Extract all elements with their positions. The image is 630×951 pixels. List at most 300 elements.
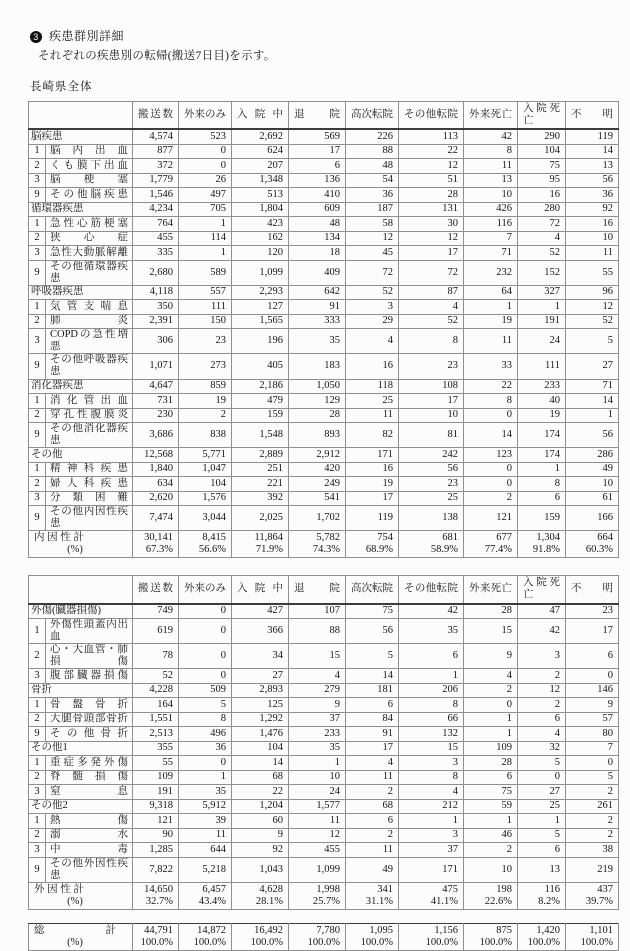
data-cell: 32 [518,741,566,756]
column-header: 高次転院 [346,102,399,130]
data-cell: 624 [232,144,289,159]
data-cell: 18 [289,246,346,261]
row-label-cell: 重症多発外傷 [46,756,133,771]
data-cell: 17 [289,144,346,159]
column-header: 入院中 [232,102,289,130]
data-cell: 146 [566,683,619,698]
data-cell: 114 [179,231,232,246]
total-data-cell [179,924,232,951]
data-cell: 58 [346,217,399,232]
data-cell: 749 [133,604,179,619]
data-cell: 47 [518,604,566,619]
data-cell: 619 [133,619,179,644]
total-data-cell [232,882,289,909]
data-cell: 13 [464,173,518,188]
row-number-cell: 9 [29,188,46,203]
data-cell: 25 [346,394,399,409]
total-value: 198 [496,883,512,895]
data-cell: 78 [133,644,179,669]
data-cell: 37 [289,712,346,727]
row-label-cell: 大腿骨頭部骨折 [46,712,133,727]
row-number-cell: 2 [29,159,46,174]
data-cell: 2 [464,843,518,858]
row-label-cell: その他循環器疾患 [46,260,133,285]
data-cell: 3,686 [133,423,179,448]
data-cell: 0 [464,408,518,423]
data-cell: 2,680 [133,260,179,285]
data-cell: 45 [346,246,399,261]
data-cell: 28 [289,408,346,423]
total-percent-label: (%) [67,895,83,907]
data-cell: 14 [464,423,518,448]
header-row [29,576,619,604]
data-cell: 12 [346,231,399,246]
data-cell: 60 [232,814,289,829]
data-cell: 28 [399,188,464,203]
data-cell: 0 [179,604,232,619]
data-cell: 116 [464,217,518,232]
row-label-cell: 肺炎 [46,314,133,329]
total-percent-value: 100.0% [580,937,613,949]
total-value: 6,457 [202,883,226,895]
data-cell: 0 [464,477,518,492]
data-cell: 2 [566,828,619,843]
data-cell: 123 [464,448,518,463]
data-cell: 5,912 [179,799,232,814]
row-label-cell: その他外因性疾患 [46,857,133,882]
row-number-cell: 9 [29,354,46,379]
data-cell: 56 [346,619,399,644]
data-cell: 121 [464,506,518,531]
data-cell: 280 [518,202,566,217]
data-cell: 14 [566,394,619,409]
total-percent-value: 71.9% [255,544,283,556]
data-cell: 81 [399,423,464,448]
group-label-cell: その他1 [29,741,133,756]
row-label-cell: 中毒 [46,843,133,858]
row-number-cell: 2 [29,770,46,785]
sub-row [29,329,619,354]
data-cell: 24 [289,785,346,800]
data-cell: 9 [464,644,518,669]
data-cell: 1,050 [289,379,346,394]
data-cell: 159 [518,506,566,531]
data-cell: 52 [399,314,464,329]
data-cell: 42 [464,129,518,144]
total-percent-value: 100.0% [250,937,283,949]
row-label-cell: 窒息 [46,785,133,800]
data-cell: 1,043 [232,857,289,882]
data-cell: 9,318 [133,799,179,814]
sub-row [29,712,619,727]
data-cell: 75 [464,785,518,800]
data-cell: 0 [179,619,232,644]
data-cell: 23 [179,329,232,354]
data-cell: 1,099 [232,260,289,285]
row-number-cell: 1 [29,394,46,409]
column-header: 退院 [289,576,346,604]
data-cell: 8 [464,394,518,409]
row-number-cell: 9 [29,260,46,285]
data-cell: 219 [566,857,619,882]
column-header: 入院死亡 [518,102,566,130]
row-number-cell: 2 [29,712,46,727]
row-number-cell: 2 [29,644,46,669]
data-cell: 1,804 [232,202,289,217]
sub-row [29,669,619,684]
data-cell: 84 [346,712,399,727]
data-cell: 609 [289,202,346,217]
data-cell: 1 [399,669,464,684]
data-cell: 2,186 [232,379,289,394]
data-cell: 72 [518,217,566,232]
data-cell: 120 [232,246,289,261]
data-cell: 426 [464,202,518,217]
data-cell: 23 [566,604,619,619]
sub-row [29,814,619,829]
data-cell: 174 [518,423,566,448]
sub-row [29,188,619,203]
total-percent-value: 58.9% [430,544,458,556]
data-cell: 1 [179,246,232,261]
row-number-cell: 1 [29,814,46,829]
data-cell: 226 [346,129,399,144]
total-percent-value: 100.0% [193,937,226,949]
data-cell: 644 [179,843,232,858]
data-cell: 1,840 [133,462,179,477]
data-cell: 8 [464,144,518,159]
data-cell: 61 [566,491,619,506]
total-percent-value: 32.7% [145,895,173,907]
total-percent-value: 74.3% [312,544,340,556]
data-cell: 1,577 [289,799,346,814]
group-row [29,379,619,394]
data-cell: 4 [346,329,399,354]
data-cell: 7,474 [133,506,179,531]
data-cell: 1,285 [133,843,179,858]
sub-row [29,300,619,315]
data-cell: 191 [518,314,566,329]
data-cell: 37 [399,843,464,858]
data-cell: 0 [518,770,566,785]
data-cell: 11 [566,246,619,261]
data-cell: 0 [179,144,232,159]
total-value: 1,095 [369,925,393,936]
sub-row [29,144,619,159]
data-cell: 6 [464,770,518,785]
total-percent-value: 60.3% [585,544,613,556]
data-cell: 6 [518,843,566,858]
data-cell: 13 [566,159,619,174]
data-cell: 9 [289,698,346,713]
data-cell: 17 [566,619,619,644]
total-percent-value: 67.3% [145,544,173,556]
total-data-cell [518,924,566,951]
data-cell: 87 [399,285,464,300]
data-cell: 1 [518,462,566,477]
total-data-cell [464,531,518,558]
data-cell: 2,293 [232,285,289,300]
data-cell: 306 [133,329,179,354]
data-cell: 90 [133,828,179,843]
data-cell: 72 [346,260,399,285]
data-cell: 7 [464,231,518,246]
data-cell: 10 [566,231,619,246]
data-cell: 1 [518,300,566,315]
data-cell: 191 [133,785,179,800]
data-cell: 11 [346,408,399,423]
section-number-badge: 3 [30,31,42,43]
data-cell: 82 [346,423,399,448]
row-label-cell: 婦人科疾患 [46,477,133,492]
data-cell: 207 [232,159,289,174]
data-cell: 4,228 [133,683,179,698]
data-cell: 2 [566,814,619,829]
data-cell: 1,565 [232,314,289,329]
data-cell: 513 [232,188,289,203]
sub-row [29,619,619,644]
data-cell: 107 [289,604,346,619]
data-cell: 6 [399,644,464,669]
total-data-cell [399,531,464,558]
total-value: 754 [377,532,393,544]
data-cell: 171 [346,448,399,463]
data-cell: 26 [179,173,232,188]
sub-row [29,698,619,713]
total-percent-value: 100.0% [360,937,393,949]
data-cell: 24 [518,329,566,354]
total-value: 677 [496,532,512,544]
group-row [29,202,619,217]
table-gap [0,558,630,575]
data-cell: 273 [179,354,232,379]
total-data-cell [133,882,179,909]
total-value: 116 [544,883,560,895]
sub-row [29,354,619,379]
data-cell: 1 [566,408,619,423]
data-cell: 3 [346,300,399,315]
data-cell: 251 [232,462,289,477]
row-label-cell: 外傷性頭蓋内出血 [46,619,133,644]
total-value: 475 [442,883,458,895]
data-cell: 181 [346,683,399,698]
row-label-cell: 脳梗塞 [46,173,133,188]
total-data-cell [464,882,518,909]
data-cell: 40 [518,394,566,409]
row-label-cell: 腹部臓器損傷 [46,669,133,684]
data-cell: 479 [232,394,289,409]
column-header: 外来死亡 [464,576,518,604]
group-row [29,799,619,814]
column-header: その他転院 [399,102,464,130]
data-cell: 2,912 [289,448,346,463]
data-cell: 2 [464,683,518,698]
total-percent-value: 41.1% [430,895,458,907]
data-cell: 1,546 [133,188,179,203]
data-cell: 25 [518,799,566,814]
total-label-cell [29,924,133,951]
data-cell: 27 [232,669,289,684]
row-label-cell: 心・大血管・肺損傷 [46,644,133,669]
total-data-cell [346,531,399,558]
data-cell: 242 [399,448,464,463]
sub-row [29,770,619,785]
total-data-cell [133,924,179,951]
data-cell: 6 [518,491,566,506]
total-data-cell [346,924,399,951]
row-label-cell: 骨盤骨折 [46,698,133,713]
row-label-cell: その他消化器疾患 [46,423,133,448]
total-value: 11,864 [254,532,283,544]
data-cell: 1 [464,727,518,742]
data-cell: 2 [346,828,399,843]
data-cell: 2,513 [133,727,179,742]
row-label-cell: その他骨折 [46,727,133,742]
total-data-cell [232,531,289,558]
total-percent-value: 56.6% [198,544,226,556]
total-percent-value: 68.9% [365,544,393,556]
data-cell: 0 [179,756,232,771]
data-cell: 1,099 [289,857,346,882]
sub-row [29,462,619,477]
data-cell: 877 [133,144,179,159]
sub-row [29,260,619,285]
data-cell: 410 [289,188,346,203]
data-cell: 8 [518,477,566,492]
data-cell: 206 [399,683,464,698]
data-cell: 3 [399,828,464,843]
group-label-cell: 呼吸器疾患 [29,285,133,300]
data-cell: 80 [566,727,619,742]
data-cell: 4 [518,727,566,742]
data-cell: 1,576 [179,491,232,506]
data-cell: 1 [464,814,518,829]
data-cell: 95 [518,173,566,188]
data-cell: 2 [518,669,566,684]
data-cell: 1 [179,770,232,785]
group-label-cell: 骨折 [29,683,133,698]
total-data-cell [518,882,566,909]
group-row [29,129,619,144]
total-percent-label: (%) [67,937,83,949]
data-cell: 233 [289,727,346,742]
data-cell: 10 [464,188,518,203]
total-value: 14,650 [144,883,173,895]
data-cell: 221 [232,477,289,492]
group-row [29,285,619,300]
data-cell: 496 [179,727,232,742]
sub-row [29,785,619,800]
data-cell: 11 [346,770,399,785]
data-cell: 2 [518,698,566,713]
data-cell: 455 [133,231,179,246]
data-cell: 33 [464,354,518,379]
data-cell: 8 [399,698,464,713]
column-header: 入院中 [232,576,289,604]
total-percent-value: 39.7% [585,895,613,907]
data-cell: 14 [566,144,619,159]
row-number-cell: 2 [29,408,46,423]
total-value: 437 [597,883,613,895]
data-cell: 7,822 [133,857,179,882]
row-number-cell: 2 [29,314,46,329]
data-cell: 35 [399,619,464,644]
data-cell: 109 [464,741,518,756]
data-cell: 152 [518,260,566,285]
data-cell: 22 [464,379,518,394]
data-cell: 38 [566,843,619,858]
data-cell: 12 [566,300,619,315]
sub-row [29,477,619,492]
row-label-cell: 溺水 [46,828,133,843]
data-cell: 557 [179,285,232,300]
total-percent-value: 100.0% [479,937,512,949]
data-cell: 634 [133,477,179,492]
column-header: 外来死亡 [464,102,518,130]
total-percent-value: 8.2% [538,895,560,907]
row-number-cell: 9 [29,506,46,531]
total-value: 1,156 [434,925,458,936]
column-header: 退院 [289,102,346,130]
data-cell: 9 [566,698,619,713]
sub-row [29,843,619,858]
data-cell: 138 [399,506,464,531]
data-cell: 423 [232,217,289,232]
data-cell: 121 [133,814,179,829]
data-cell: 19 [464,314,518,329]
data-cell: 57 [566,712,619,727]
data-cell: 52 [346,285,399,300]
data-cell: 72 [399,260,464,285]
data-cell: 5,771 [179,448,232,463]
total-data-cell [566,882,619,909]
row-number-cell: 1 [29,217,46,232]
data-cell: 75 [346,604,399,619]
data-cell: 286 [566,448,619,463]
row-label-cell: その他脳疾患 [46,188,133,203]
data-cell: 22 [399,144,464,159]
data-cell: 42 [518,619,566,644]
data-cell: 0 [566,756,619,771]
sub-row [29,159,619,174]
area-title: 長崎県全体 [30,81,93,93]
data-cell: 541 [289,491,346,506]
data-cell: 35 [289,329,346,354]
data-cell: 91 [289,300,346,315]
data-cell: 4,574 [133,129,179,144]
row-label-cell: 穿孔性腹膜炎 [46,408,133,423]
data-cell: 0 [464,462,518,477]
total-percent-value: 77.4% [484,544,512,556]
total-data-cell [179,531,232,558]
data-cell: 5 [566,770,619,785]
data-cell: 55 [133,756,179,771]
grand-total-table [28,923,619,951]
data-cell: 119 [346,506,399,531]
data-cell: 2 [179,408,232,423]
data-cell: 88 [346,144,399,159]
total-value: 1,101 [589,925,613,936]
data-cell: 569 [289,129,346,144]
data-cell: 131 [399,202,464,217]
total-data-cell [566,531,619,558]
data-cell: 64 [464,285,518,300]
data-cell: 125 [232,698,289,713]
data-cell: 1,551 [133,712,179,727]
data-cell: 1,348 [232,173,289,188]
data-cell: 16 [566,217,619,232]
data-cell: 75 [518,159,566,174]
